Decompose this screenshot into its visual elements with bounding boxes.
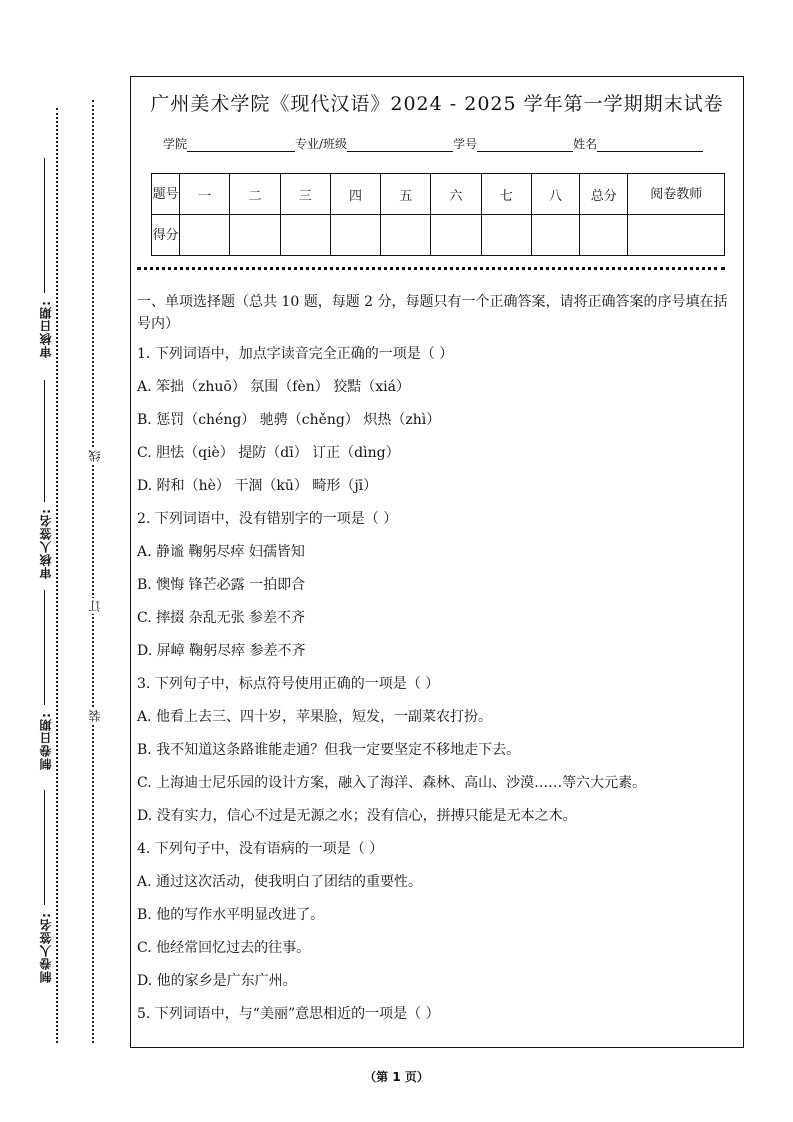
question-content — [137, 291, 741, 1036]
review-date-label: 审核日期: — [39, 300, 53, 358]
binding-char-staple: 订 — [88, 600, 102, 612]
binding-char-seal: 装 — [88, 710, 102, 722]
option-line: C. 他经常回忆过去的往事。 — [137, 940, 311, 956]
college-label: 学院 — [163, 137, 188, 151]
option-line: A. 通过这次活动，使我明白了团结的重要性。 — [137, 874, 423, 890]
dotted-separator — [137, 267, 725, 270]
option-line: A. 静谧 鞠躬尽瘁 妇孺皆知 — [137, 544, 305, 560]
score-cell[interactable] — [280, 215, 330, 256]
score-cell-total[interactable] — [580, 215, 628, 256]
left-dotted-line — [56, 108, 58, 1043]
binding-dotted-line — [92, 100, 94, 1043]
college-field[interactable] — [187, 139, 295, 152]
maker-sign-blank — [44, 790, 45, 905]
reviewer-sign-blank — [44, 380, 45, 502]
option-line: C. 胆怯（qiè） 提防（dī） 订正（dìng） — [137, 445, 400, 461]
score-cell[interactable] — [381, 215, 431, 256]
score-table-score-row — [152, 215, 725, 256]
row-label-score: 得分 — [152, 215, 180, 256]
name-label: 姓名 — [573, 137, 598, 151]
question-line: 2. 下列词语中，没有错别字的一项是（ ） — [137, 511, 398, 527]
score-cell[interactable] — [531, 215, 579, 256]
option-line: B. 懊悔 锋芒必露 一拍即合 — [137, 577, 306, 593]
major-label: 专业/班级 — [295, 137, 348, 151]
maker-sign-label: 制卷人签名: — [39, 912, 53, 983]
make-date-label: 制卷日期: — [39, 712, 53, 770]
question-line: 3. 下列句子中，标点符号使用正确的一项是（ ） — [137, 676, 440, 692]
score-table-header-row — [152, 174, 725, 215]
exam-title: 广州美术学院《现代汉语》2024 - 2025 学年第一学期期末试卷 — [150, 93, 724, 115]
col-header: 四 — [330, 174, 380, 215]
option-line: D. 没有实力，信心不过是无源之水；没有信心，拼搏只能是无本之木。 — [137, 808, 577, 824]
col-header-grader: 阅卷教师 — [628, 174, 725, 215]
binding-char-line: 线 — [88, 450, 102, 462]
score-cell[interactable] — [431, 215, 481, 256]
option-line: C. 摔掇 杂乱无张 参差不齐 — [137, 610, 306, 626]
option-line: A. 笨拙（zhuō） 氛围（fèn） 狡黠（xiá） — [137, 379, 410, 395]
score-cell-grader[interactable] — [628, 215, 725, 256]
option-line: D. 屏嶂 鞠躬尽瘁 参差不齐 — [137, 643, 306, 659]
score-cell[interactable] — [481, 215, 531, 256]
col-header: 二 — [230, 174, 280, 215]
review-date-blank — [44, 158, 45, 293]
exam-frame — [130, 76, 744, 1048]
question-line: 4. 下列句子中，没有语病的一项是（ ） — [137, 841, 384, 857]
option-line: D. 附和（hè） 干涸（kū） 畸形（jī） — [137, 478, 378, 494]
id-field[interactable] — [477, 139, 573, 152]
option-line: B. 他的写作水平明显改进了。 — [137, 907, 325, 923]
option-line: C. 上海迪士尼乐园的设计方案，融入了海洋、森林、高山、沙漠……等六大元素。 — [137, 775, 647, 791]
col-header: 八 — [531, 174, 579, 215]
col-header-total: 总分 — [580, 174, 628, 215]
score-cell[interactable] — [180, 215, 230, 256]
page-number: （第 1 页） — [364, 1070, 429, 1084]
col-header: 六 — [431, 174, 481, 215]
option-line: A. 他看上去三、四十岁，苹果脸，短发，一副菜农打扮。 — [137, 709, 493, 725]
student-info-row — [163, 135, 703, 152]
col-header: 一 — [180, 174, 230, 215]
score-cell[interactable] — [230, 215, 280, 256]
score-cell[interactable] — [330, 215, 380, 256]
option-line: D. 他的家乡是广东广州。 — [137, 973, 297, 989]
id-label: 学号 — [453, 137, 478, 151]
col-header: 七 — [481, 174, 531, 215]
col-header: 三 — [280, 174, 330, 215]
row-label-question-no: 题号 — [152, 174, 180, 215]
section-heading: 一、单项选择题（总共 10 题，每题 2 分，每题只有一个正确答案，请将正确答案的序号填在括号内） — [137, 294, 728, 332]
make-date-blank — [44, 590, 45, 705]
question-line: 5. 下列词语中，与“美丽”意思相近的一项是（ ） — [137, 1006, 440, 1022]
major-field[interactable] — [347, 139, 453, 152]
reviewer-sign-label: 审核人签名: — [39, 508, 53, 579]
option-line: B. 惩罚（chéng） 驰骋（chěng） 炽热（zhì） — [137, 412, 441, 428]
score-table — [151, 173, 725, 256]
question-line: 1. 下列词语中，加点字读音完全正确的一项是（ ） — [137, 346, 454, 362]
option-line: B. 我不知道这条路谁能走通？但我一定要坚定不移地走下去。 — [137, 742, 521, 758]
name-field[interactable] — [597, 139, 703, 152]
col-header: 五 — [381, 174, 431, 215]
